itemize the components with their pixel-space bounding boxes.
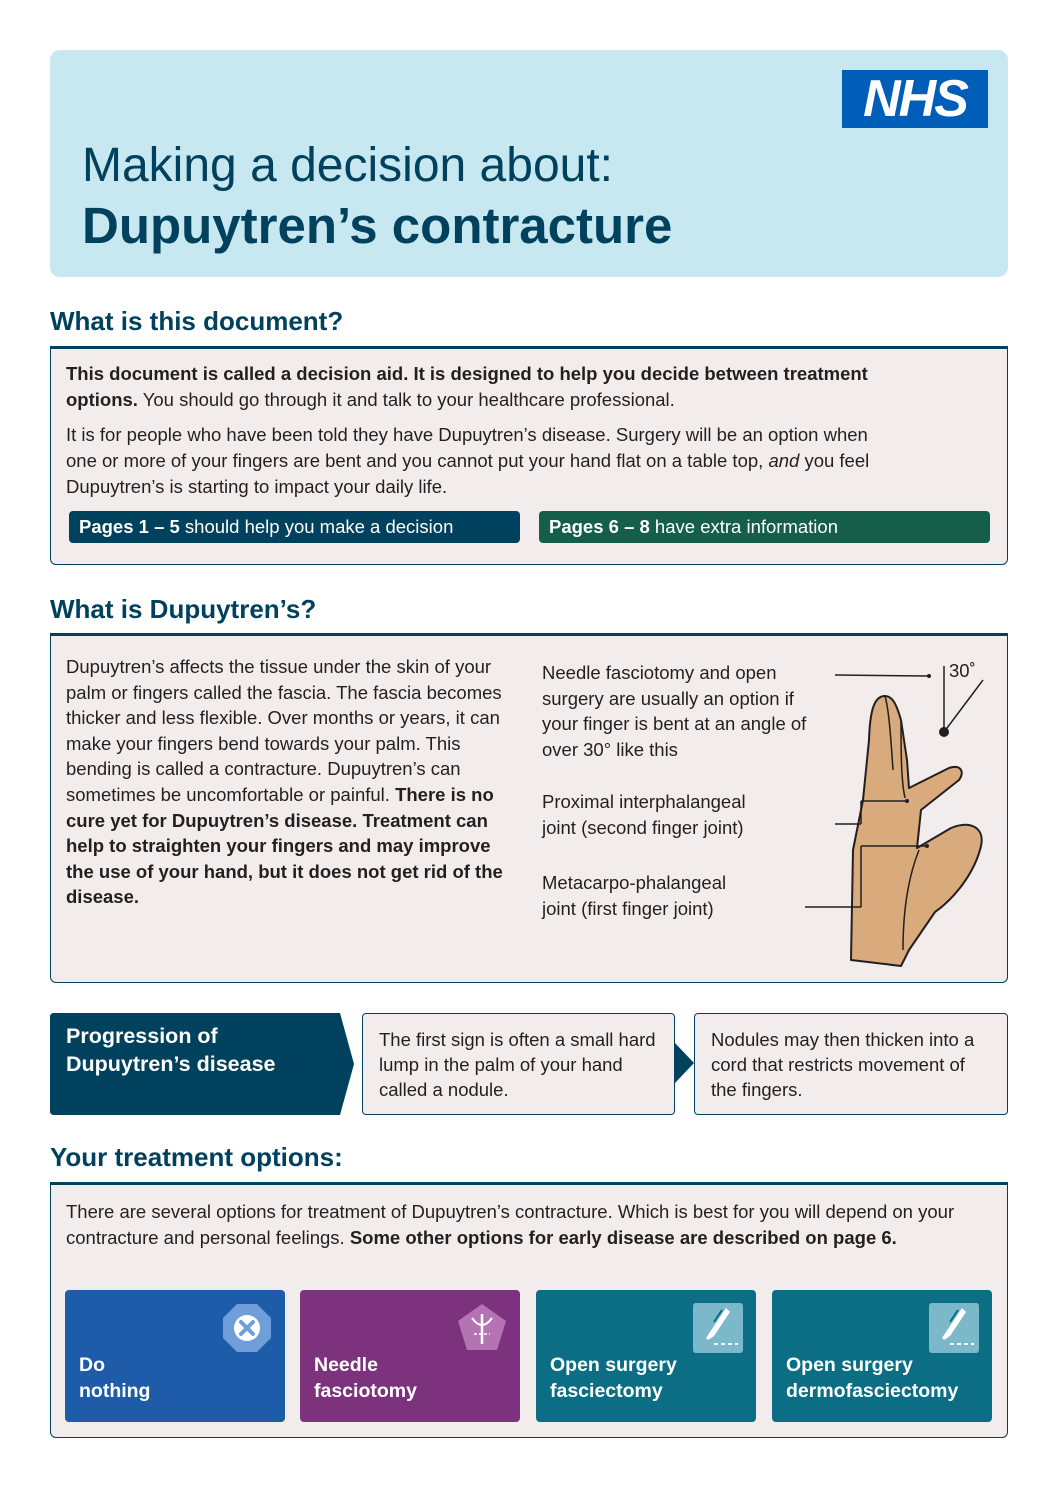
angle-vertex-dot	[939, 727, 949, 737]
mcp-dot	[925, 844, 929, 848]
title-line-1: Making a decision about:	[82, 139, 613, 192]
label-mcp-joint: Metacarpo-phalangeal joint (first finger joint)	[542, 872, 727, 919]
document-para-1-rest: You should go through it and talk to your healthcare professional.	[137, 389, 675, 410]
hand-illustration	[751, 650, 1001, 970]
option-do-nothing[interactable]	[65, 1290, 285, 1422]
option-label	[786, 1352, 958, 1404]
angle-label: 30˚	[949, 660, 976, 681]
pip-dot	[905, 799, 909, 803]
nhs-logo-text: NHS	[863, 70, 967, 128]
panel-what-is-document	[50, 346, 1008, 565]
document-para-1	[66, 361, 876, 413]
document-para-2-italic: and	[768, 450, 800, 471]
heading-what-is-dupuytrens: What is Dupuytren’s?	[50, 594, 317, 624]
panel-what-is-dupuytrens	[50, 633, 1008, 983]
progression-title: Progression of Dupuytren’s disease	[66, 1024, 276, 1076]
option-label	[314, 1352, 417, 1404]
progression-step-2: Nodules may then thicken into a cord that restricts movement of the fingers.	[694, 1013, 1008, 1115]
pill-1-rest: should help you make a decision	[179, 516, 454, 537]
document-para-2	[66, 422, 896, 500]
option-label	[550, 1352, 677, 1404]
option-open-surgery-fasciectomy[interactable]	[536, 1290, 756, 1422]
option-label	[79, 1352, 150, 1404]
scalpel-icon	[692, 1302, 744, 1354]
page-title: Dupuytren’s contracture	[82, 197, 673, 254]
dupuytrens-body-bold: There is no cure yet for Dupuytren’s disease. Treatment can help to straighten your fingers and may improve the use of your hand, but it does not get rid of the disease.	[66, 783, 503, 908]
dupuytrens-body	[66, 654, 506, 910]
treatment-intro	[66, 1199, 956, 1250]
needle-leader-line	[835, 675, 929, 676]
option-line-1: Open surgery	[550, 1354, 677, 1376]
needle-leader-dot	[927, 674, 931, 678]
scalpel-icon	[928, 1302, 980, 1354]
dupuytrens-body-text: Dupuytren’s affects the tissue under the skin of your palm or fingers called the fascia. The fascia becomes thicker and less flexible. Over months or years, it can make your fingers bend towards your palm. This bending is called a contracture. Dupuytren’s can sometimes be uncomfortable or painful.	[66, 656, 502, 805]
option-line-2: nothing	[79, 1380, 151, 1402]
option-open-surgery-dermofasciectomy[interactable]	[772, 1290, 992, 1422]
option-line-2: dermofasciectomy	[786, 1380, 959, 1402]
option-line-1: Open surgery	[786, 1354, 913, 1376]
heading-treatment-options: Your treatment options:	[50, 1142, 343, 1172]
progression-step-1: The first sign is often a small hard lump in the palm of your hand called a nodule.	[362, 1013, 675, 1115]
needle-pentagon-icon	[456, 1302, 508, 1354]
document-para-2-start: It is for people who have been told they have Dupuytren’s disease. Surgery will be an option when one or more of your fingers are bent and you cannot put your hand flat on a table top,	[66, 424, 868, 471]
option-line-2: fasciotomy	[314, 1380, 417, 1402]
treatment-intro-bold: Some other options for early disease are described on page 6.	[349, 1226, 897, 1248]
option-line-1: Do	[79, 1354, 105, 1376]
option-needle-fasciotomy[interactable]	[300, 1290, 520, 1422]
heading-what-is-document: What is this document?	[50, 306, 344, 336]
angle-diagonal-line	[944, 680, 983, 732]
pill-pages-1-5	[69, 511, 520, 543]
pill-2-bold: Pages 6 – 8	[549, 516, 650, 537]
document-para-2-end: you feel Dupuytren’s is starting to impact your daily life.	[66, 450, 870, 497]
header-banner	[50, 50, 1008, 277]
pill-1-bold: Pages 1 – 5	[79, 516, 180, 537]
panel-treatment-options	[50, 1182, 1008, 1438]
treatment-intro-text: There are several options for treatment of Dupuytren’s contracture. Which is best for you will depend on your contracture and personal feelings.	[66, 1201, 955, 1248]
option-line-2: fasciectomy	[550, 1380, 663, 1402]
hand-shape	[851, 696, 982, 966]
option-line-1: Needle	[314, 1354, 378, 1376]
progression-arrow	[674, 1042, 694, 1084]
cross-octagon-icon	[221, 1302, 273, 1354]
document-para-1-bold: This document is called a decision aid. It is designed to help you decide between treatment options.	[66, 363, 868, 410]
label-pip-joint: Proximal interphalangeal joint (second finger joint)	[542, 791, 746, 838]
label-needle-angle: Needle fasciotomy and open surgery are usually an option if your finger is bent at an angle of over 30° like this	[542, 662, 807, 760]
pill-pages-6-8	[539, 511, 990, 543]
nhs-logo	[842, 70, 988, 128]
pill-2-rest: have extra information	[649, 516, 838, 537]
